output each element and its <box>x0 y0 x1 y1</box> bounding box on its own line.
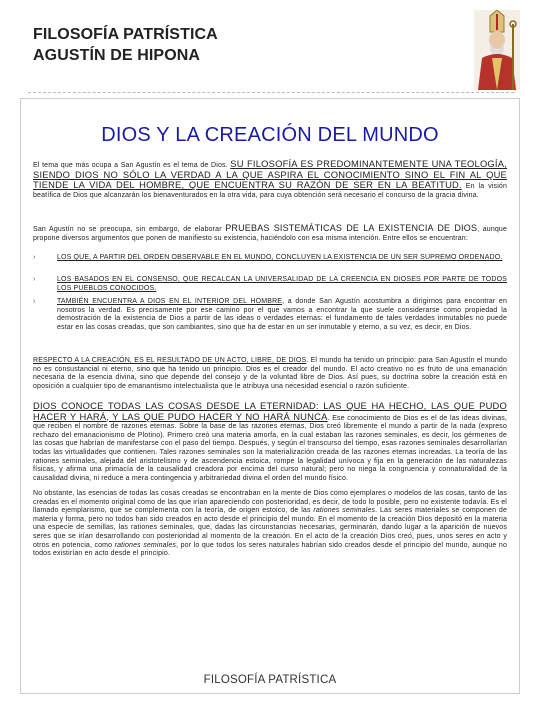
list-item <box>33 276 507 293</box>
proofs-emphasis: PRUEBAS SISTEMÁTICAS DE LA EXISTENCIA DE DIOS <box>225 223 478 233</box>
closing-part1: No obstante, las esencias de todas las cosas creadas se encontraban en la mente de Dios como ejemplares o modelos de las cosas, tanto de las creadas en el momento original como de las que irían apareciendo con posterioridad, es decir, de todo lo posible, pero no existente todavía. Es el llamado ejemplarismo, que se complementa con la teoría, de origen estoico, de las <box>33 490 507 515</box>
bullet-marker-icon: › <box>33 298 36 305</box>
header-title-line1: FILOSOFÍA PATRÍSTICA <box>33 26 218 43</box>
bullet-text: LOS QUE, A PARTIR DEL ORDEN OBSERVABLE EN EL MUNDO, CONCLUYEN LA EXISTENCIA DE UN SER SUPREMO ORDENADO. <box>57 254 503 261</box>
header-divider <box>28 92 514 93</box>
list-item <box>33 298 507 332</box>
slide-footer: FILOSOFÍA PATRÍSTICA <box>203 674 337 686</box>
intro-lead: El tema que más ocupa a San Agustín es el tema de Dios. <box>33 162 231 169</box>
bullet-marker-icon: › <box>33 276 36 283</box>
eternity-text: . Ese conocimiento de Dios es el de las ideas divinas, que reciben el nombre de razones eternas. Sobre la base de las razones eternas, Dios creó libremente el mundo a partir de la nada (expreso rechazo del emanacionismo de Plotino). Primero creó una materia amorfa, en la cual estaban las razones seminales, es decir, los gérmenes de las cosas que habrían de manifestarse con el paso del tiempo. Después, y según el transcurso del tiempo, esas razones seminales desarrollarían todas las virtualidades que contienen. Tales razones seminales son la materialización creada de las razones eternas increadas. La teoría de las rationes seminales, alejada del aristotelismo y de ascendencia estoica, rompe la legalidad unívoca y fija en la generación de las naturalezas físicas, y afirma una primacía de la causalidad creadora por encima del curso natural; pero no niega la congruencia y connaturalidad de la causalidad divina, ni reduce a mera contingencia y arbitrariedad divina el orden del mundo físico. <box>33 414 507 482</box>
closing-part2: . Las seres materiales se componen de materia y forma, pero no todos han sido creados en acto desde el principio del mundo. En el momento de la creación Dios depositó en la materia una especie de semillas, las rationes seminales, que, dadas las circunstancias necesarias, germinarán, dando lugar a la aparición de nuevos seres que se irían desarrollando con posterioridad al momento de la creación. En el acto de la creación Dios creó, pues, unos seres en acto y otros en potencia, como <box>33 507 507 549</box>
creation-paragraph <box>33 357 507 391</box>
intro-tail: En la visión beatífica de Dios que alcanzarán los bienaventurados en la otra vida, para cuya obtención será necesario el concurso de la gracia divina. <box>33 183 507 199</box>
closing-paragraph <box>33 490 507 559</box>
closing-part3: , por lo que todos los seres naturales habrían sido creados desde el principio del mundo, aunque no todos existirían en acto desde el principio. <box>33 541 508 558</box>
list-item <box>33 254 507 263</box>
bullet-text: , a donde San Agustín acostumbra a dirigirnos para encontrar en nosotros la verdad. Es precisamente por ese camino por el que vamos a encontrar la que suele considerarse como propiedad la demostración de la existencia de Dios a partir de las ideas o verdades eternas: el fundamento de tales verdades inmutables no puede estar en las cosas creadas, que son cambiantes, sino que ha de estar en un ser inmutable y eterno, a su vez, es decir, en Dios. <box>57 298 507 331</box>
intro-emphasis: SU FILOSOFÍA ES PREDOMINANTEMENTE UNA TEOLOGÍA, SIENDO DIOS NO SÓLO LA VERDAD A LA QUE ASPIRA EL CONOCIMIENTO SINO EL FIN AL QUE TIENDE LA VIDA DEL HOMBRE, QUE ENCUENTRA SU RAZÓN DE SER EN LA BEATITUD. <box>33 158 507 191</box>
proofs-tail: , aunque propone diversos argumentos que ponen de manifiesto su existencia, haciéndolo con esa misma intención. Entre ellos se encuentran: <box>33 226 508 242</box>
eternity-emphasis: DIOS CONOCE TODAS LAS COSAS DESDE LA ETERNIDAD: LAS QUE HA HECHO, LAS QUE PUDO HACER Y HARÁ, Y LAS QUE PUDO HACER Y NO HARÁ NUNCA <box>33 400 507 422</box>
eternity-paragraph <box>33 402 507 483</box>
intro-paragraph <box>33 160 507 200</box>
closing-italic1: rationes seminales <box>313 507 376 515</box>
creation-text: . El mundo ha tenido un principio: para San Agustín el mundo no es consustancial ni eterno, sino que ha tenido un principio. Dios es el creador del mundo. El acto creativo no es fruto de una emanación necesaria de la esencia divina, sino que depende del consejo y de la voluntad libre de Dios. Así pues, su doctrina sobre la creación está en oposición a cualquier tipo de emanantismo intelectualista que le atribuya una necesidad esencial o razón suficiente. <box>33 357 507 390</box>
creation-emphasis: RESPECTO A LA CREACIÓN, ES EL RESULTADO DE UN ACTO, LIBRE, DE DIOS <box>33 357 307 364</box>
bishop-portrait-icon <box>474 10 520 90</box>
slide-title: DIOS Y LA CREACIÓN DEL MUNDO <box>101 124 439 146</box>
proofs-lead: San Agustín no se preocupa, sin embargo, de elaborar <box>33 226 226 233</box>
closing-italic2: rationes seminales <box>114 541 177 549</box>
bullet-marker-icon: › <box>33 254 36 261</box>
proofs-paragraph <box>33 224 507 243</box>
header-title-line2: AGUSTÍN DE HIPONA <box>33 47 201 64</box>
bullet-emphasis: TAMBIÉN ENCUENTRA A DIOS EN EL INTERIOR DEL HOMBRE <box>57 298 283 305</box>
bullet-text: LOS BASADOS EN EL CONSENSO, QUE RECALCAN LA UNIVERSALIDAD DE LA CREENCIA EN DIOSES POR PARTE DE TODOS LOS PUEBLOS CONOCIDOS. <box>57 276 507 292</box>
document-header <box>0 0 540 92</box>
